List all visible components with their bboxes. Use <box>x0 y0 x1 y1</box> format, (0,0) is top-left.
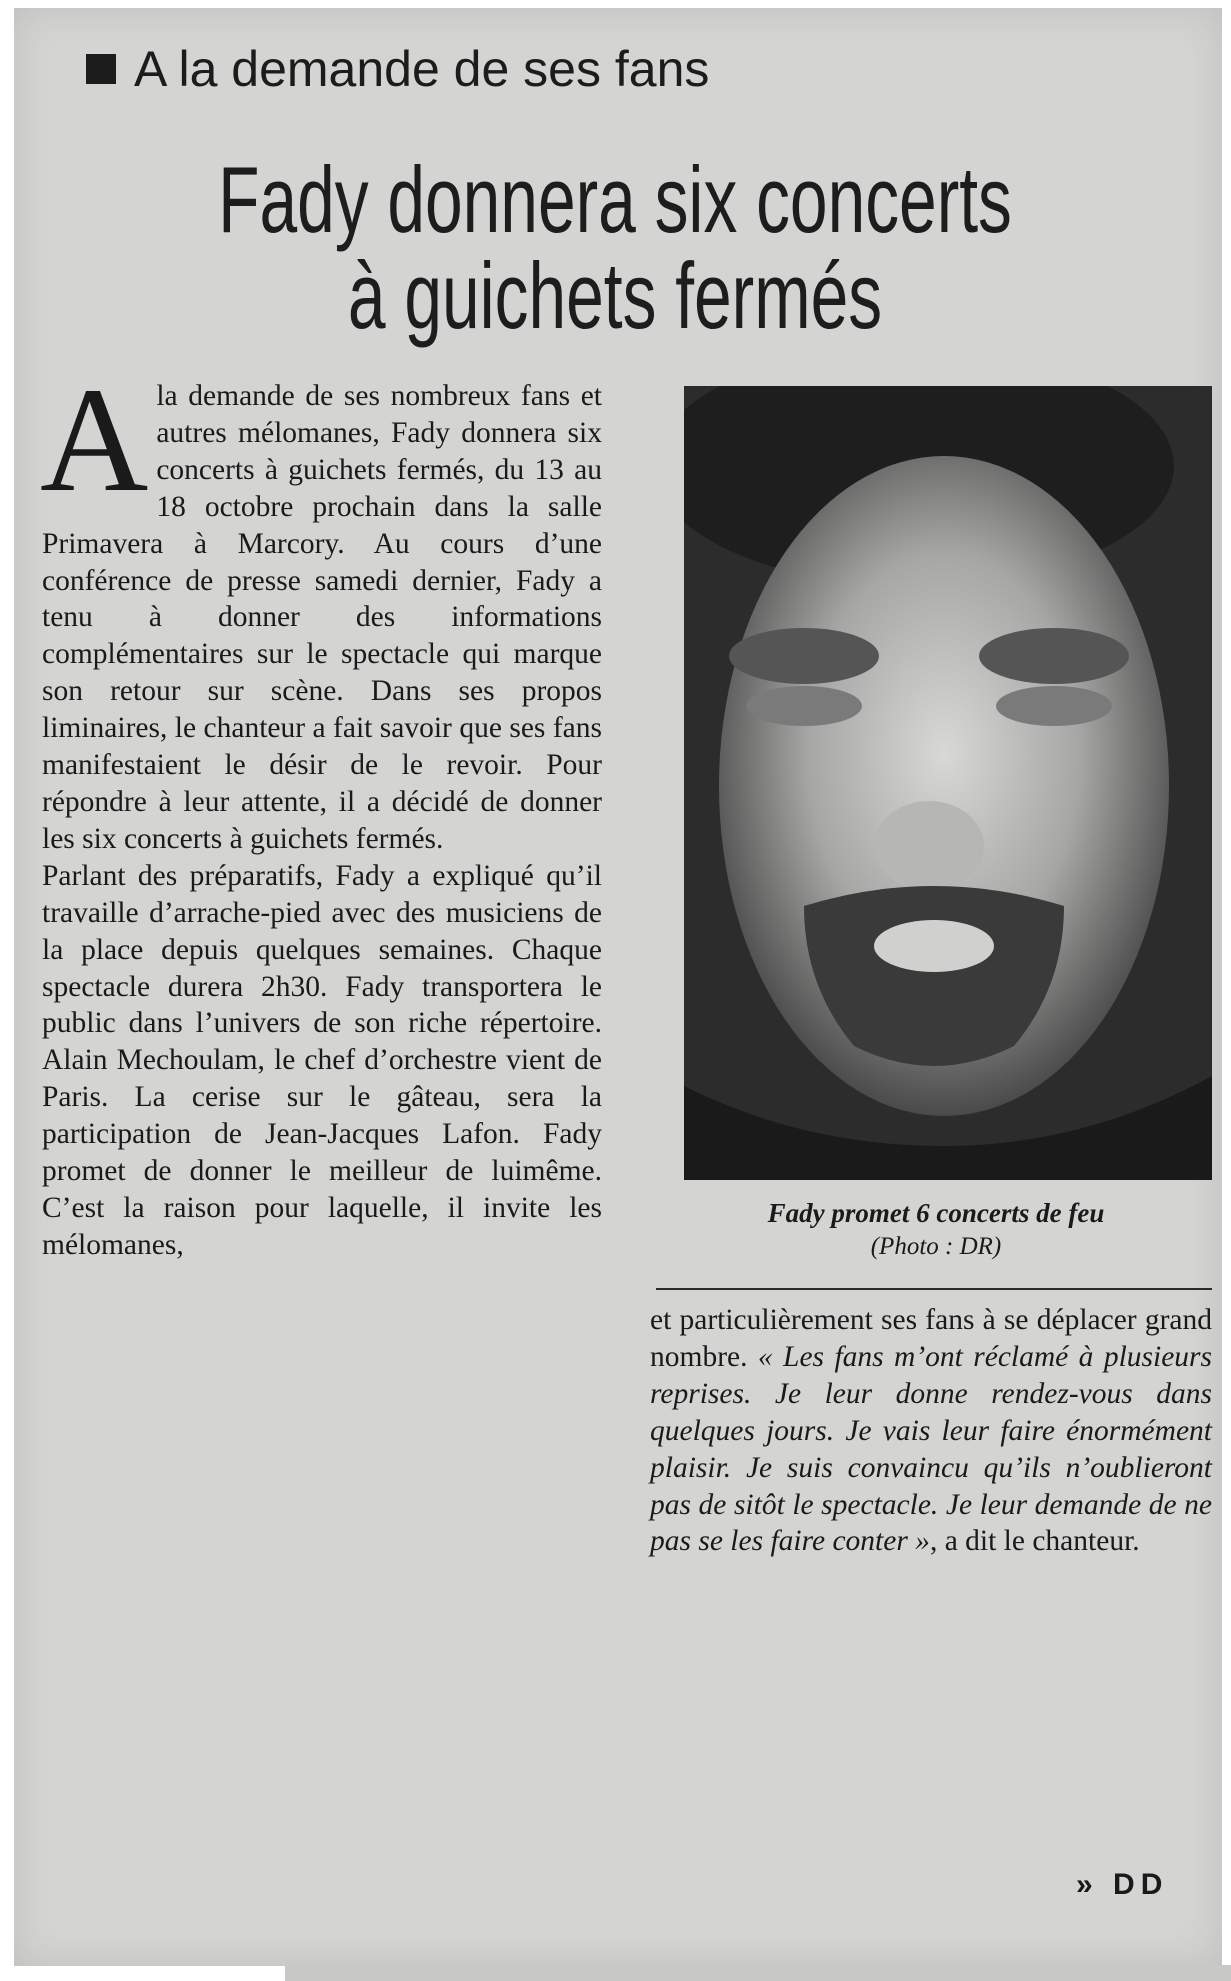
paragraph-3-end: , a dit le chanteur. <box>929 1525 1140 1558</box>
photo-caption <box>656 1196 1216 1264</box>
caption-text: Fady promet 6 concerts de feu <box>767 1198 1105 1228</box>
headline-line-1: Fady donnera six concerts <box>218 147 1012 252</box>
headline-line-2: à guichets fermés <box>347 243 883 348</box>
double-arrow-icon: » <box>1076 1868 1099 1901</box>
author-initials: DD <box>1113 1868 1169 1901</box>
author-signature <box>1076 1868 1168 1902</box>
article-column-right <box>650 1302 1212 1560</box>
portrait-image <box>684 386 1212 1180</box>
divider-rule <box>656 1288 1212 1290</box>
paragraph-2: Parlant des préparatifs, Fady a expliqué qu’il travaille d’arrache-pied avec des musiciens de la place depuis quelques semaines. Chaque spectacle durera 2h30. Fady transportera le public dans l’univers de son riche répertoire. Alain Mechoulam, le chef d’orchestre vient de Paris. La cerise sur le gâteau, sera la participation de Jean-Jacques Lafon. Fady promet de donner le meilleur de luimême. C’est la raison pour laquelle, il invite les mélomanes, <box>42 859 602 1261</box>
portrait-photo <box>684 386 1212 1180</box>
kicker <box>86 41 710 97</box>
photo-credit: (Photo : DR) <box>870 1233 1002 1260</box>
article-column-left <box>40 357 602 1264</box>
quote: « Les fans m’ont réclamé à plusieurs reprises. Je leur donne rendez-vous dans quelques jours. Je vais leur faire énormément plaisir. Je suis convaincu qu’ils n’oublieront pas de sitôt le spectacle. Je leur demande de ne pas se les faire conter » <box>650 1340 1212 1558</box>
headline <box>0 147 1231 352</box>
paragraph-3-start: et particulièrement ses fans à se déplacer grand nombre. <box>650 1304 1212 1373</box>
bullet-square-icon <box>86 54 116 84</box>
paragraph-1 <box>40 357 602 858</box>
kicker-text: A la demande de ses fans <box>134 41 710 97</box>
drop-cap: A <box>40 357 149 523</box>
paragraph-1-text: la demande de ses nombreux fans et autres mélomanes, Fady donnera six concerts à guichets fermés, du 13 au 18 octobre prochain dans la salle Primavera à Marcory. Au cours d’une conférence de presse samedi dernier, Fady a tenu à donner des informations complémentaires sur le spectacle qui marque son retour sur scène. Dans ses propos liminaires, le chanteur a fait savoir que ses fans manifestaient le désir de le revoir. Pour répondre à leur attente, il a décidé de donner les six concerts à guichets fermés. <box>42 380 602 855</box>
paragraph-3 <box>650 1302 1212 1560</box>
next-article-edge <box>285 1965 1231 1981</box>
